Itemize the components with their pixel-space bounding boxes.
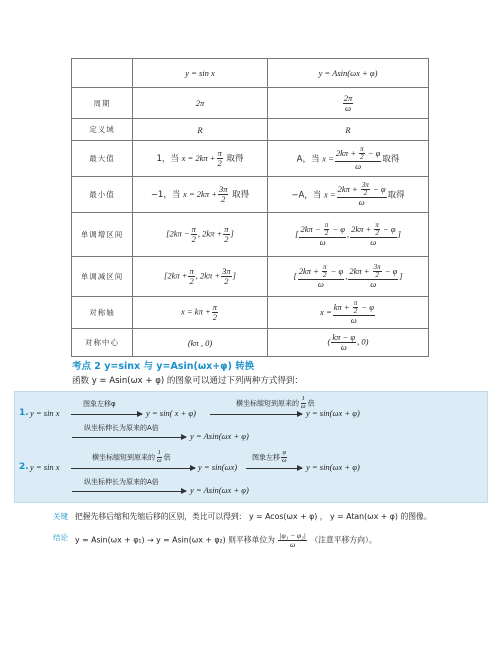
decrease-general: [ 2kπ + $\frac{\pi}{2}$ − φ ω , 2kπ + $\frac{3\pi}{2}$ − φ ω ] xyxy=(268,257,429,297)
row-max xyxy=(72,141,429,177)
row-increase xyxy=(72,213,429,257)
method1-step1-result: y = sin( x + φ) xyxy=(146,408,196,418)
row-label-axis: 对称轴 xyxy=(72,297,133,329)
method1-step3-result: y = Asin(ωx + φ) xyxy=(190,431,249,441)
row-axis xyxy=(72,297,429,329)
min-general: −A，当 x = 2kπ + $\frac{3\pi}{2}$ − φ ω 取得 xyxy=(268,177,429,213)
center-general: ( $\frac{k\pi - \varphi}{\omega}$ , 0) xyxy=(268,329,429,357)
axis-general: x = kπ + $\frac{\pi}{2}$ − φ ω xyxy=(268,297,429,329)
method1-step2-label: 横坐标缩短到原来的 $\frac{1}{\omega}$ 倍 xyxy=(236,395,315,410)
method2-number: 2. xyxy=(19,462,29,472)
method2-start: y = sin x xyxy=(30,462,60,472)
method2-step2-label: 图象左移 $\frac{\varphi}{\omega}$ xyxy=(252,449,287,464)
table-header-row xyxy=(72,59,429,88)
method2-step1-result: y = sin(ωx) xyxy=(198,462,238,472)
domain-general: R xyxy=(268,119,429,141)
row-label-period: 周期 xyxy=(72,88,133,119)
row-label-max: 最大值 xyxy=(72,141,133,177)
method1-step2-result: y = sin(ωx + φ) xyxy=(306,408,360,418)
method2-step3-label: 纵坐标伸长为原来的A倍 xyxy=(84,478,159,486)
conclusion-label: 结论 xyxy=(53,533,68,542)
max-sinx: 1，当 x = 2kπ + $\frac{\pi}{2}$ 取得 xyxy=(133,141,268,177)
row-decrease xyxy=(72,257,429,297)
center-sinx: (kπ , 0) xyxy=(133,329,268,357)
method2-step2-result: y = sin(ωx + φ) xyxy=(306,462,360,472)
row-min xyxy=(72,177,429,213)
row-label-decrease: 单调减区间 xyxy=(72,257,133,297)
header-general: y = Asin(ωx + φ) xyxy=(268,59,429,88)
method2-arrow1 xyxy=(71,468,195,469)
axis-sinx: x = kπ + $\frac{\pi}{2}$ xyxy=(133,297,268,329)
row-domain xyxy=(72,119,429,141)
increase-general: [ 2kπ − $\frac{\pi}{2}$ − φ ω , 2kπ + $\frac{\pi}{2}$ − φ ω ] xyxy=(268,213,429,257)
method1-arrow3 xyxy=(72,437,186,438)
method2-arrow2 xyxy=(246,468,302,469)
section-intro: 函数 y = Asin(ωx + φ) 的图象可以通过下列两种方式得到： xyxy=(72,376,303,386)
key-label: 关键 xyxy=(53,512,68,521)
row-label-center: 对称中心 xyxy=(72,329,133,357)
method1-step3-label: 纵坐标伸长为原来的A倍 xyxy=(84,424,159,432)
method2-step1-label: 横坐标缩短到原来的 $\frac{1}{\omega}$ 倍 xyxy=(92,449,171,464)
row-label-domain: 定义域 xyxy=(72,119,133,141)
min-sinx: −1，当 x = 2kπ + $\frac{3\pi}{2}$ 取得 xyxy=(133,177,268,213)
row-center xyxy=(72,329,429,357)
method2-step3-result: y = Asin(ωx + φ) xyxy=(190,485,249,495)
decrease-sinx: [2kπ + $\frac{\pi}{2}$ , 2kπ + $\frac{3\pi}{2}$ ] xyxy=(133,257,268,297)
comparison-table xyxy=(71,58,429,357)
method2-arrow3 xyxy=(72,491,186,492)
domain-sinx: R xyxy=(133,119,268,141)
increase-sinx: [2kπ − $\frac{\pi}{2}$ , 2kπ + $\frac{\pi}{2}$ ] xyxy=(133,213,268,257)
conclusion-text: y = Asin(ωx + φ₁) → y = Asin(ωx + φ₂) 则平移单位为 $\frac{\text{|φ₁ − φ₂|}}{\omega}$ （注意平移方向）。 xyxy=(75,531,377,549)
method1-number: 1. xyxy=(19,408,29,418)
method1-arrow2 xyxy=(210,414,302,415)
max-general: A，当 x = 2kπ + $\frac{\pi}{2}$ − φ ω 取得 xyxy=(268,141,429,177)
method1-arrow1 xyxy=(71,414,142,415)
header-sinx: y = sin x xyxy=(133,59,268,88)
method1-step1-label: 图象左移φ xyxy=(83,400,116,408)
period-sinx: 2π xyxy=(133,88,268,119)
key-text: 把握先移后缩和先缩后移的区别，类比可以得到： y = Acos(ωx + φ) ， y = Atan(ωx + φ) 的图像。 xyxy=(75,512,432,521)
section-title: 考点 2 y=sinx 与 y=Asin(ωx+φ) 转换 xyxy=(72,361,255,372)
period-general: $\frac{2\pi}{\omega}$ xyxy=(268,88,429,119)
corner-cell xyxy=(72,59,133,88)
row-label-min: 最小值 xyxy=(72,177,133,213)
method1-start: y = sin x xyxy=(30,408,60,418)
row-period xyxy=(72,88,429,119)
row-label-increase: 单调增区间 xyxy=(72,213,133,257)
